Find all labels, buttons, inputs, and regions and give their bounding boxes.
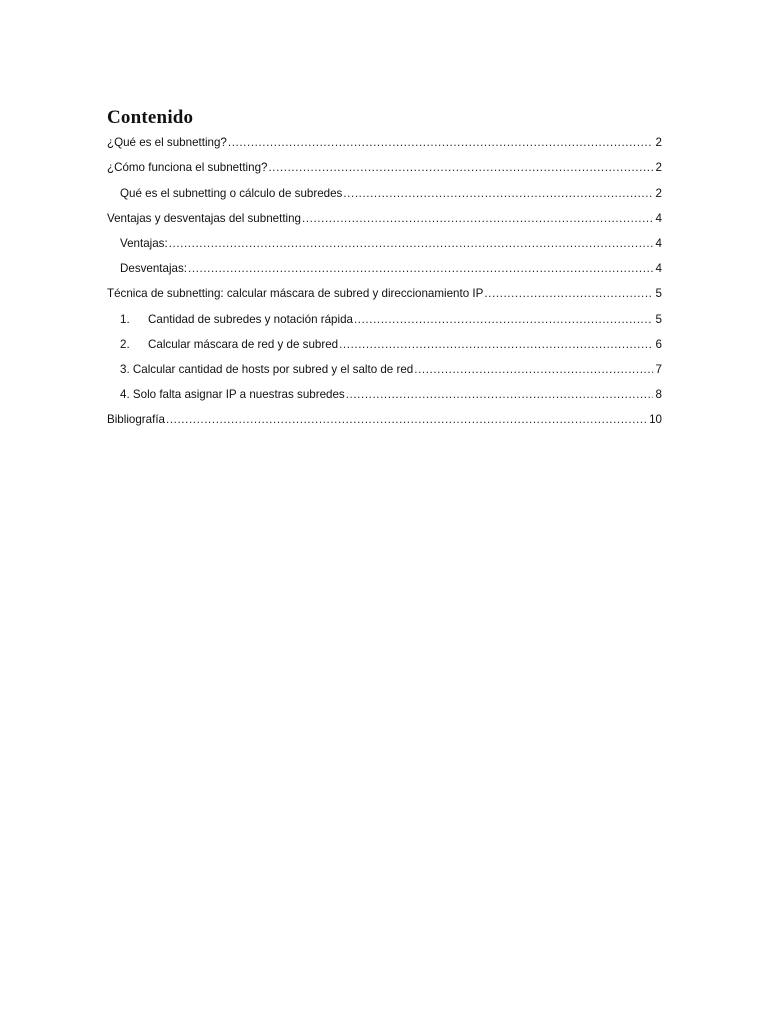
toc-leader (346, 388, 653, 402)
toc-leader (414, 363, 653, 377)
toc-entry-label: ¿Qué es el subnetting? (107, 136, 227, 150)
toc-page-number: 6 (655, 337, 662, 351)
toc-entry-label: 4. Solo falta asignar IP a nuestras subredes (120, 388, 345, 402)
toc-leader (343, 187, 653, 201)
toc-leader (339, 338, 653, 352)
toc-page-number: 5 (655, 287, 662, 301)
toc-entry[interactable] (107, 153, 662, 178)
toc-entry[interactable] (107, 128, 662, 153)
toc-page-number: 4 (655, 211, 662, 225)
toc-entry[interactable] (107, 178, 662, 203)
toc-entry[interactable] (107, 355, 662, 380)
toc-entry-label: Bibliografía (107, 413, 166, 427)
toc-entry-label: ¿Cómo funciona el subnetting? (107, 161, 268, 175)
toc-page-number: 8 (655, 388, 662, 402)
toc-entry[interactable] (107, 254, 662, 279)
toc-page-number: 5 (655, 312, 662, 326)
toc-entry-label: Desventajas: (120, 262, 188, 276)
toc-page-number: 2 (655, 136, 662, 150)
toc-leader (268, 161, 653, 175)
toc-page-number: 2 (655, 161, 662, 175)
toc-entry-label: Ventajas: (120, 236, 168, 250)
toc-entry-label: Qué es el subnetting o cálculo de subredes (120, 186, 343, 200)
toc-entry-number: 1. (120, 312, 130, 326)
toc-page-number: 4 (655, 236, 662, 250)
toc-entry[interactable] (107, 229, 662, 254)
table-of-contents (107, 128, 662, 430)
toc-title: Contenido (107, 107, 194, 128)
toc-page-number: 10 (649, 413, 662, 427)
toc-leader (228, 136, 653, 150)
toc-entry[interactable] (107, 304, 662, 329)
toc-entry-label: Ventajas y desventajas del subnetting (107, 211, 302, 225)
toc-entry[interactable] (107, 330, 662, 355)
toc-entry-number: 2. (120, 337, 130, 351)
toc-entry-label: Técnica de subnetting: calcular máscara de subred y direccionamiento IP (107, 287, 484, 301)
toc-entry[interactable] (107, 279, 662, 304)
toc-leader (166, 413, 648, 427)
toc-leader (188, 262, 653, 276)
toc-page-number: 7 (655, 362, 662, 376)
toc-leader (169, 237, 653, 251)
toc-entry-label: 3. Calcular cantidad de hosts por subred y el salto de red (120, 362, 414, 376)
toc-entry-label: Cantidad de subredes y notación rápida (148, 312, 353, 326)
toc-entry[interactable] (107, 405, 662, 430)
toc-leader (484, 287, 653, 301)
toc-entry[interactable] (107, 380, 662, 405)
toc-page-number: 2 (655, 186, 662, 200)
toc-leader (302, 212, 653, 226)
toc-entry-label: Calcular máscara de red y de subred (148, 337, 339, 351)
toc-leader (354, 313, 653, 327)
toc-page-number: 4 (655, 262, 662, 276)
toc-entry[interactable] (107, 204, 662, 229)
